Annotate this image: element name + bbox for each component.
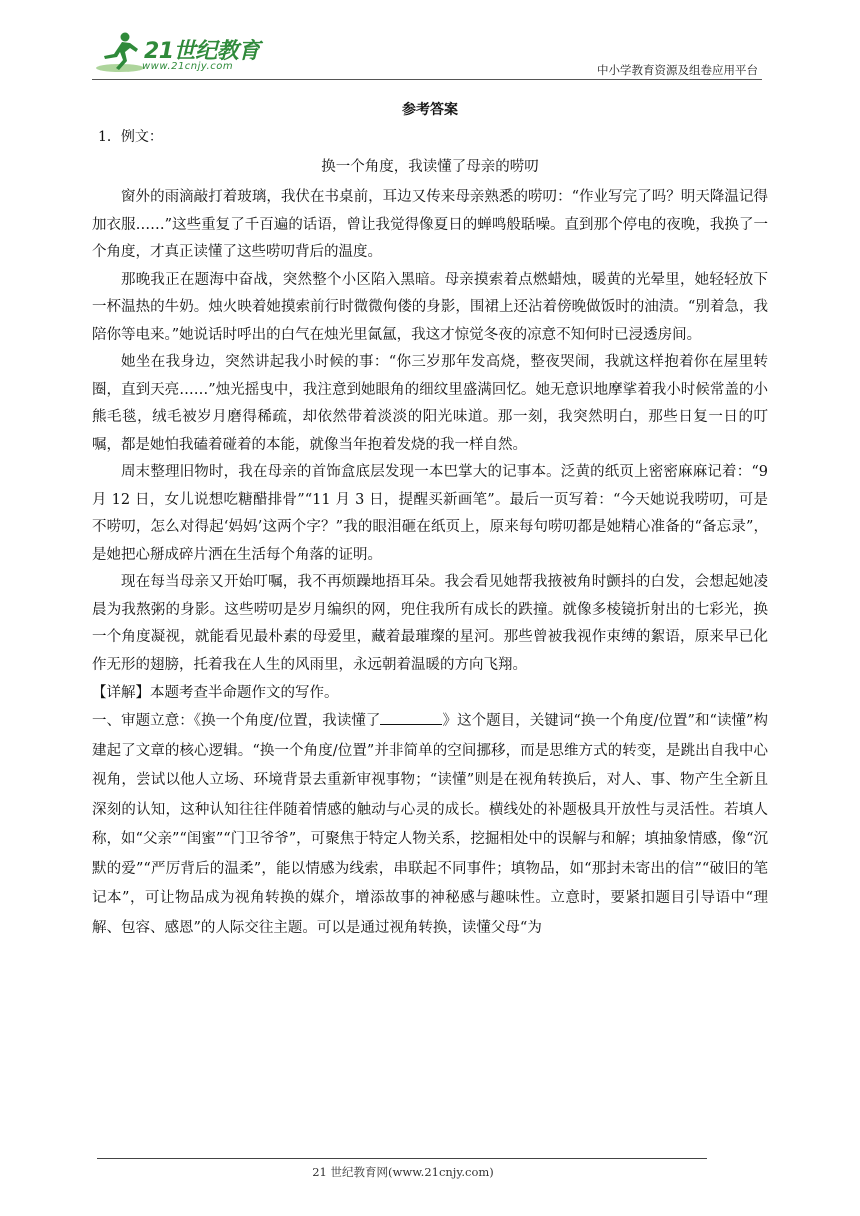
footer-text[interactable]: 21 世纪教育网(www.21cnjy.com) xyxy=(312,1165,494,1179)
analysis-prefix: 一、审题立意：《换一个角度/位置，我读懂了 xyxy=(92,713,381,729)
essay-paragraph: 她坐在我身边，突然讲起我小时候的事：“你三岁那年发高烧，整夜哭闹，我就这样抱着你在屋里转圈，直到天亮……”烛光摇曳中，我注意到她眼角的细纹里盛满回忆。她无意识地摩挲着我小时候常盖的小熊毛毯，绒毛被岁月磨得稀疏，却依然带着淡淡的阳光味道。那一刻，我突然明白，那些日复一日的叮嘱，都是她怕我磕着碰着的本能，就像当年抱着发烧的我一样自然。 xyxy=(92,354,768,453)
runner-logo-icon xyxy=(92,30,148,76)
analysis-body: 》这个题目，关键词“换一个角度/位置”和“读懂”构建起了文章的核心逻辑。“换一个角度/位置”并非简单的空间挪移，而是思维方式的转变，是跳出自我中心视角，尝试以他人立场、环境背景去重新审视事物；“读懂”则是在视角转换后，对人、事、物产生全新且深刻的认知，这种认知往往伴随着情感的触动与心灵的成长。横线处的补题极具开放性与灵活性。若填人称，如“父亲”“闺蜜”“门卫爷爷”，可聚焦于特定人物关系，挖掘相处中的误解与和解；填抽象情感，像“沉默的爱”“严厉背后的温柔”，能以情感为线索，串联起不同事件；填物品，如“那封未寄出的信”“破旧的笔记本”，可让物品成为视角转换的媒介，增添故事的神秘感与趣味性。立意时，要紧扣题目引导语中“理解、包容、感恩”的人际交往主题。可以是通过视角转换，读懂父母“为 xyxy=(92,713,768,936)
header-divider xyxy=(92,79,762,80)
essay-paragraph: 现在每当母亲又开始叮嘱，我不再烦躁地捂耳朵。我会看见她帮我掖被角时颤抖的白发，会想起她凌晨为我熬粥的身影。这些唠叨是岁月编织的网，兜住我所有成长的跌撞。就像多棱镜折射出的七彩光，换一个角度凝视，就能看见最朴素的母爱里，藏着最璀璨的星河。那些曾被我视作束缚的絮语，原来早已化作无形的翅膀，托着我在人生的风雨里，永远朝着温暖的方向飞翔。 xyxy=(92,574,768,673)
site-logo[interactable] xyxy=(92,30,262,76)
question-label: 1．例文： xyxy=(98,129,163,145)
detail-heading: 【详解】本题考查半命题作文的写作。 xyxy=(92,685,339,701)
platform-name: 中小学教育资源及组卷应用平台 xyxy=(597,63,758,77)
essay-paragraph: 窗外的雨滴敲打着玻璃，我伏在书桌前，耳边又传来母亲熟悉的唠叨：“作业写完了吗？明天降温记得加衣服……”这些重复了千百遍的话语，曾让我觉得像夏日的蝉鸣般聒噪。直到那个停电的夜晚，我换了一个角度，才真正读懂了这些唠叨背后的温度。 xyxy=(92,189,768,260)
footer-divider xyxy=(97,1158,707,1159)
page-header xyxy=(92,30,762,78)
logo-url: www.21cnjy.com xyxy=(142,61,234,72)
analysis-paragraph xyxy=(92,707,768,943)
essay-paragraph: 那晚我正在题海中奋战，突然整个小区陷入黑暗。母亲摸索着点燃蜡烛，暖黄的光晕里，她轻轻放下一杯温热的牛奶。烛火映着她摸索前行时微微佝偻的身影，围裙上还沾着傍晚做饭时的油渍。“别着急，我陪你等电来。”她说话时呼出的白气在烛光里氤氲，我这才惊觉冬夜的凉意不知何时已浸透房间。 xyxy=(92,271,768,343)
essay-title: 换一个角度，我读懂了母亲的唠叨 xyxy=(321,159,539,175)
logo-text: 21世纪教育 xyxy=(144,39,260,64)
answer-title: 参考答案 xyxy=(402,102,458,118)
fill-blank-line xyxy=(380,708,442,725)
document-body xyxy=(92,96,768,943)
essay-paragraph: 周末整理旧物时，我在母亲的首饰盒底层发现一本巴掌大的记事本。泛黄的纸页上密密麻麻记着：“9 月 12 日，女儿说想吃糖醋排骨”“11 月 3 日，提醒买新画笔”。最后一页写着：“今天她说我唠叨，可是不唠叨，怎么对得起‘妈妈’这两个字？”我的眼泪砸在纸页上，原来每句唠叨都是她精心准备的“备忘录”，是她把心掰成碎片洒在生活每个角落的证明。 xyxy=(92,464,768,563)
